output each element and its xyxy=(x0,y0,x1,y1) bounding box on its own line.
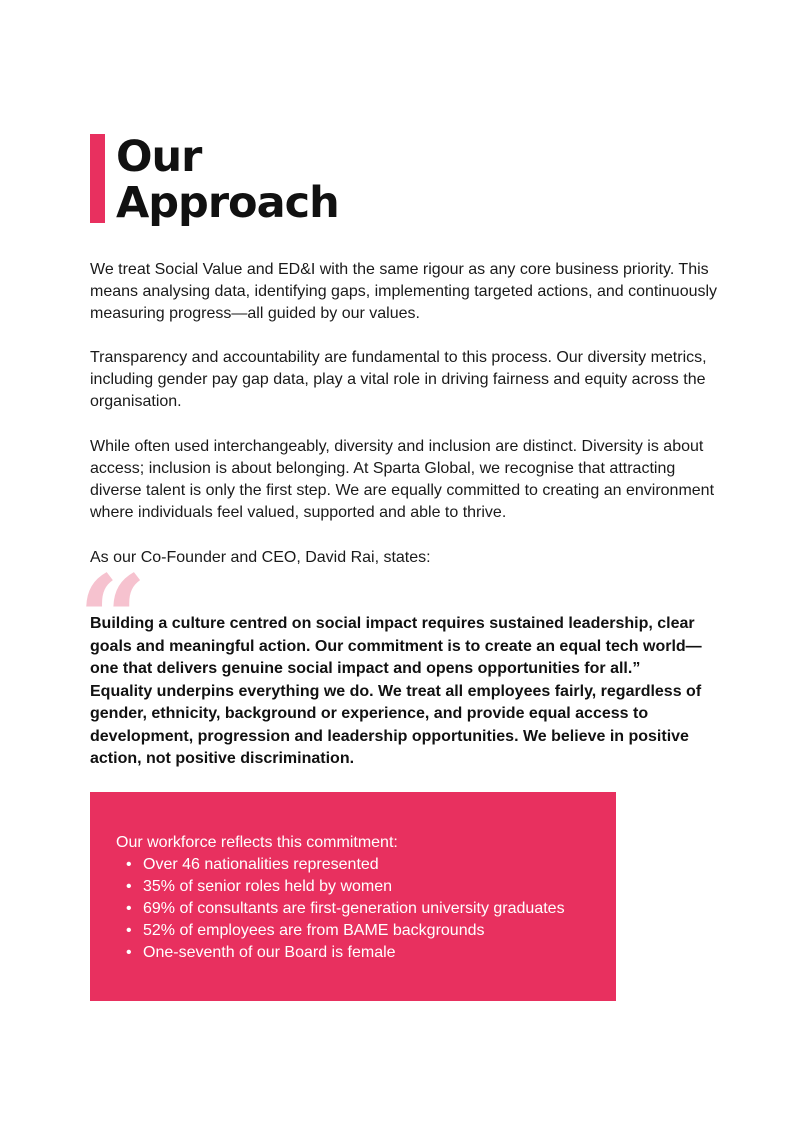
list-item xyxy=(126,898,616,920)
list-item xyxy=(126,876,616,898)
list-item xyxy=(126,942,616,964)
ceo-quote-follow-up: Equality underpins everything we do. We treat all employees fairly, regardless of gender, ethnicity, background or experience, and provide equal access to development, progression and leadership opportunities. We believe in positive action, not positive discrimination. xyxy=(90,682,702,767)
bullet-icon: • xyxy=(126,922,132,939)
transparency-paragraph: Transparency and accountability are fundamental to this process. Our diversity metrics, including gender pay gap data, play a vital role in driving fairness and equity across the organisation. xyxy=(90,349,707,410)
page-title-line-2: Approach xyxy=(116,178,339,228)
list-item-text: 35% of senior roles held by women xyxy=(143,878,393,895)
ceo-quote-statement: Building a culture centred on social impact requires sustained leadership, clear goals and meaningful action. Our commitment is to create an equal tech world—one that delivers genuine social impact and opens opportunities for all.” xyxy=(90,615,702,677)
intro-paragraph: We treat Social Value and ED&I with the same rigour as any core business priority. This means analysing data, identifying gaps, implementing targeted actions, and continuously measuring progress—all guided by our values. xyxy=(90,261,718,322)
page-title xyxy=(116,134,339,226)
quote-mark-icon: “ xyxy=(78,549,148,690)
workforce-stats-box xyxy=(90,792,616,1001)
diversity-inclusion-paragraph: While often used interchangeably, diversity and inclusion are distinct. Diversity is about access; inclusion is about belonging. At Sparta Global, we recognise that attracting diverse talent is only the first step. We are equally committed to creating an environment where individuals feel valued, supported and able to thrive. xyxy=(90,438,715,521)
workforce-stats-list xyxy=(116,854,616,964)
heading-accent-bar xyxy=(90,134,105,223)
bullet-icon: • xyxy=(126,944,132,961)
list-item xyxy=(126,920,616,942)
bullet-icon: • xyxy=(126,900,132,917)
ceo-quote xyxy=(90,613,715,771)
ceo-attribution: As our Co-Founder and CEO, David Rai, states: xyxy=(90,549,431,566)
bullet-icon: • xyxy=(126,856,132,873)
list-item-text: One-seventh of our Board is female xyxy=(143,944,396,961)
list-item-text: 52% of employees are from BAME backgrounds xyxy=(143,922,485,939)
page-title-line-1: Our xyxy=(116,132,202,182)
list-item xyxy=(126,854,616,876)
bullet-icon: • xyxy=(126,878,132,895)
list-item-text: 69% of consultants are first-generation university graduates xyxy=(143,900,565,917)
workforce-stats-intro: Our workforce reflects this commitment: xyxy=(116,834,398,851)
list-item-text: Over 46 nationalities represented xyxy=(143,856,379,873)
